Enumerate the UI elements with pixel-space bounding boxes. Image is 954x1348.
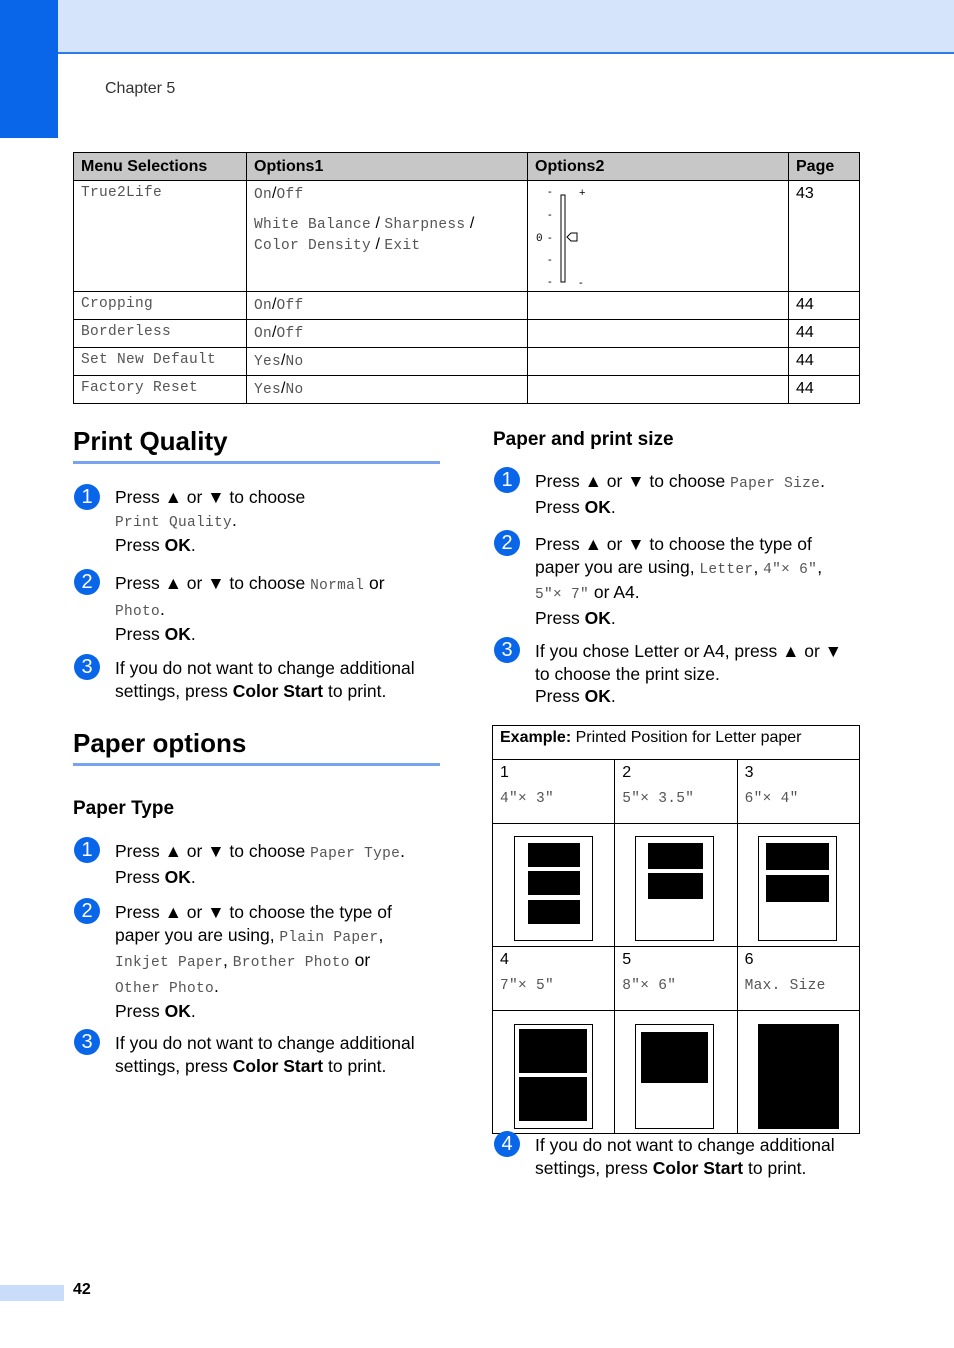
example-header-text: Printed Position for Letter paper xyxy=(571,729,802,746)
print-block xyxy=(766,875,829,902)
scale-tick: - xyxy=(548,209,552,221)
option-value: On xyxy=(254,326,273,342)
step-text-part: . xyxy=(214,975,219,996)
step-text-part: . xyxy=(190,1001,196,1021)
key-label: OK xyxy=(584,496,611,517)
step-text-part: paper you are using, xyxy=(115,924,280,945)
col-header-options2: Options2 xyxy=(528,153,789,181)
separator: / xyxy=(281,380,286,397)
size-label-cell xyxy=(493,760,615,824)
step-number-icon: 1 xyxy=(74,484,100,510)
paper-sheet xyxy=(514,836,593,941)
size-label-cell xyxy=(615,947,737,1011)
option-value: White Balance xyxy=(254,217,372,233)
table-row xyxy=(74,181,860,292)
page-number: 42 xyxy=(73,1281,91,1298)
step-text xyxy=(115,572,445,646)
print-block xyxy=(519,1029,587,1073)
step-number-icon: 3 xyxy=(494,637,520,663)
step-text-part: . xyxy=(610,607,616,628)
options1-cell xyxy=(247,181,528,292)
section-title-paper-options: Paper options xyxy=(73,728,247,758)
example-header xyxy=(493,726,860,760)
options2-cell xyxy=(528,376,789,404)
separator: / xyxy=(272,296,277,313)
print-block xyxy=(528,900,580,924)
chapter-label: Chapter 5 xyxy=(105,80,176,97)
options1-cell xyxy=(247,320,528,348)
scale-minus-label: - xyxy=(579,277,583,285)
print-block xyxy=(641,1032,708,1083)
layout-diagram-cell xyxy=(737,824,859,947)
layout-diagram-cell xyxy=(493,824,615,947)
section-rule xyxy=(73,763,440,766)
size-value: 7"× 5" xyxy=(500,978,555,994)
lcd-option: Print Quality xyxy=(115,514,233,531)
print-block xyxy=(648,873,703,899)
option-value: No xyxy=(285,382,304,398)
lcd-option: Other Photo xyxy=(115,980,215,997)
step-text-part: or xyxy=(364,573,385,593)
menu-cell: Set New Default xyxy=(74,348,247,376)
separator: / xyxy=(272,324,277,341)
scale-tick: - xyxy=(548,254,552,266)
step-text-part: If you do not want to change additional settings, press xyxy=(115,658,415,701)
scale-tick-bottom: - xyxy=(548,276,552,285)
step-text xyxy=(115,486,445,557)
options1-cell xyxy=(247,292,528,320)
key-label: OK xyxy=(164,535,191,555)
page-cell: 44 xyxy=(789,292,860,320)
key-label: OK xyxy=(584,686,611,706)
print-block xyxy=(528,871,580,895)
menu-cell: True2Life xyxy=(74,181,247,292)
step-text-part: Press ▲ or ▼ to choose xyxy=(115,841,311,861)
col-header-options1: Options1 xyxy=(247,153,528,181)
separator: / xyxy=(272,185,277,202)
step-number-icon: 1 xyxy=(494,467,520,493)
col-header-page: Page xyxy=(789,153,860,181)
size-label-cell xyxy=(737,760,859,824)
step-text-part: Press ▲ or ▼ to choose xyxy=(535,471,731,491)
option-value: Exit xyxy=(384,238,421,254)
print-position-example-table xyxy=(492,725,860,1134)
option-value: Color Density xyxy=(254,238,372,254)
menu-cell: Borderless xyxy=(74,320,247,348)
step-text-part: Press xyxy=(115,1001,165,1021)
step-text-part: to print. xyxy=(323,1055,387,1076)
lcd-option: 4"× 6" xyxy=(763,561,818,578)
size-number: 6 xyxy=(744,951,754,968)
table-row xyxy=(74,292,860,320)
layout-diagram-cell xyxy=(615,824,737,947)
scale-pointer-icon xyxy=(567,233,577,241)
options2-cell xyxy=(528,292,789,320)
menu-cell: Cropping xyxy=(74,292,247,320)
step-text-part: . xyxy=(190,866,196,887)
size-value: 6"× 4" xyxy=(744,791,799,807)
section-rule xyxy=(73,461,440,464)
table-header-row xyxy=(74,153,860,181)
step-text-part: Press ▲ or ▼ to choose xyxy=(115,573,311,593)
step-text-part: to print. xyxy=(743,1157,807,1178)
step-text xyxy=(535,1134,875,1179)
key-label: Color Start xyxy=(652,1157,744,1178)
table-row xyxy=(74,376,860,404)
subsection-title-paper-type: Paper Type xyxy=(73,798,175,819)
option-value: Sharpness xyxy=(384,217,466,233)
separator: / xyxy=(375,236,380,253)
step-text-part: Press xyxy=(535,686,585,706)
key-label: Color Start xyxy=(232,1055,324,1076)
col-header-menu: Menu Selections xyxy=(74,153,247,181)
header-band xyxy=(0,0,954,54)
step-text-part: . xyxy=(232,509,237,530)
option-value: Off xyxy=(276,326,304,342)
option-value: On xyxy=(254,298,273,314)
table-row xyxy=(74,348,860,376)
step-text xyxy=(535,470,865,518)
paper-sheet-full-bleed xyxy=(758,1024,839,1129)
size-number: 2 xyxy=(622,764,632,781)
separator: / xyxy=(281,352,286,369)
step-text-part: . xyxy=(400,841,406,861)
paper-sheet xyxy=(514,1024,593,1129)
options2-cell xyxy=(528,348,789,376)
options1-cell xyxy=(247,348,528,376)
page-number-tab xyxy=(0,1285,64,1301)
step-text-part: . xyxy=(610,686,616,706)
options1-cell xyxy=(247,376,528,404)
size-label-cell xyxy=(493,947,615,1011)
key-label: OK xyxy=(164,624,191,644)
step-text-part: or A4. xyxy=(589,582,640,602)
step-text xyxy=(535,533,875,629)
scale-tick: - xyxy=(548,232,552,244)
lcd-option: Normal xyxy=(310,578,365,594)
option-value: Yes xyxy=(254,354,282,370)
step-text-part: . xyxy=(160,598,165,619)
option-value: On xyxy=(254,187,273,203)
lcd-option: Inkjet Paper xyxy=(115,955,224,971)
layout-diagram-cell xyxy=(615,1011,737,1134)
size-label-cell xyxy=(737,947,859,1011)
example-header-label: Example: xyxy=(500,729,572,746)
key-label: OK xyxy=(164,866,191,887)
separator: / xyxy=(469,215,475,232)
option-value: Yes xyxy=(254,382,282,398)
lcd-option: Paper Type xyxy=(310,846,401,862)
paper-sheet xyxy=(758,836,837,941)
options2-cell xyxy=(528,181,789,292)
page-cell: 44 xyxy=(789,320,860,348)
step-number-icon: 3 xyxy=(74,654,100,680)
step-text-part: . xyxy=(610,496,616,517)
menu-cell: Factory Reset xyxy=(74,376,247,404)
scale-tick-top: - xyxy=(548,186,552,198)
scale-track xyxy=(561,195,565,282)
table-row xyxy=(74,320,860,348)
step-text xyxy=(115,657,445,702)
step-text xyxy=(115,901,455,1023)
step-text-part: , xyxy=(378,924,384,945)
page-cell: 44 xyxy=(789,376,860,404)
print-block xyxy=(519,1077,587,1121)
lcd-option: Letter xyxy=(699,561,754,578)
step-text-part: to choose the print size. xyxy=(535,663,720,684)
size-value: Max. Size xyxy=(744,978,826,994)
page-cell: 43 xyxy=(789,181,860,292)
step-text-part: , xyxy=(223,950,233,970)
step-text-part: . xyxy=(190,624,196,644)
print-block xyxy=(648,843,703,869)
size-number: 5 xyxy=(622,951,632,968)
step-number-icon: 2 xyxy=(74,898,100,924)
option-value: Off xyxy=(276,298,304,314)
size-value: 8"× 6" xyxy=(622,978,677,994)
step-text-part: Press ▲ or ▼ to choose the type of xyxy=(115,902,392,922)
paper-sheet xyxy=(635,836,714,941)
option-value: No xyxy=(285,354,304,370)
scale-zero-label: 0 xyxy=(536,233,543,245)
step-text-part: . xyxy=(190,535,196,555)
step-text-part: Press xyxy=(115,866,165,887)
paper-sheet xyxy=(635,1024,714,1129)
size-number: 3 xyxy=(744,764,754,781)
lcd-option: Photo xyxy=(115,603,161,620)
options2-cell xyxy=(528,320,789,348)
scale-plus-label: + xyxy=(579,187,586,199)
step-text-part: Press ▲ or ▼ to choose the type of xyxy=(535,534,812,554)
print-block xyxy=(528,843,580,867)
step-number-icon: 2 xyxy=(74,569,100,595)
step-number-icon: 1 xyxy=(74,837,100,863)
lcd-option: Brother Photo xyxy=(232,955,350,971)
step-text-part: Press xyxy=(535,496,585,517)
layout-diagram-cell xyxy=(493,1011,615,1134)
step-text xyxy=(115,1032,445,1077)
step-text xyxy=(115,840,455,888)
separator: / xyxy=(375,215,380,232)
lcd-option: Plain Paper xyxy=(279,929,379,946)
subsection-title-paper-print-size: Paper and print size xyxy=(493,429,674,450)
size-number: 1 xyxy=(500,764,509,781)
step-text-part: or xyxy=(349,950,371,970)
layout-diagram-cell xyxy=(737,1011,859,1134)
chapter-tab-block xyxy=(0,0,58,138)
step-text-part: If you do not want to change additional settings, press xyxy=(535,1135,835,1178)
size-number: 4 xyxy=(500,951,509,968)
size-value: 4"× 3" xyxy=(500,791,555,807)
step-text-part: to print. xyxy=(323,680,387,701)
step-text-part: Press ▲ or ▼ to choose xyxy=(115,487,306,507)
step-text-part: . xyxy=(820,471,826,491)
key-label: OK xyxy=(584,607,611,628)
key-label: Color Start xyxy=(232,680,324,701)
size-label-cell xyxy=(615,760,737,824)
step-number-icon: 2 xyxy=(494,530,520,556)
level-scale-graphic xyxy=(533,185,623,285)
option-value: Off xyxy=(276,187,304,203)
step-text-part: Press xyxy=(115,535,165,555)
lcd-option: 5"× 7" xyxy=(535,587,590,603)
step-text-part: , xyxy=(753,556,764,577)
step-number-icon: 3 xyxy=(74,1029,100,1055)
step-text-part: If you do not want to change additional settings, press xyxy=(115,1033,415,1076)
step-text-part: If you chose Letter or A4, press ▲ or ▼ xyxy=(535,641,843,661)
page-cell: 44 xyxy=(789,348,860,376)
size-value: 5"× 3.5" xyxy=(622,791,695,807)
key-label: OK xyxy=(164,1001,191,1021)
print-block xyxy=(766,843,829,870)
lcd-option: Paper Size xyxy=(730,476,821,492)
step-text-part: Press xyxy=(535,607,585,628)
step-number-icon: 4 xyxy=(494,1131,520,1157)
step-text xyxy=(535,640,875,708)
section-title-print-quality: Print Quality xyxy=(73,426,228,456)
step-text-part: paper you are using, xyxy=(535,556,700,577)
menu-table xyxy=(73,152,860,404)
step-text-part: Press xyxy=(115,624,165,644)
step-text-part: , xyxy=(817,556,823,577)
